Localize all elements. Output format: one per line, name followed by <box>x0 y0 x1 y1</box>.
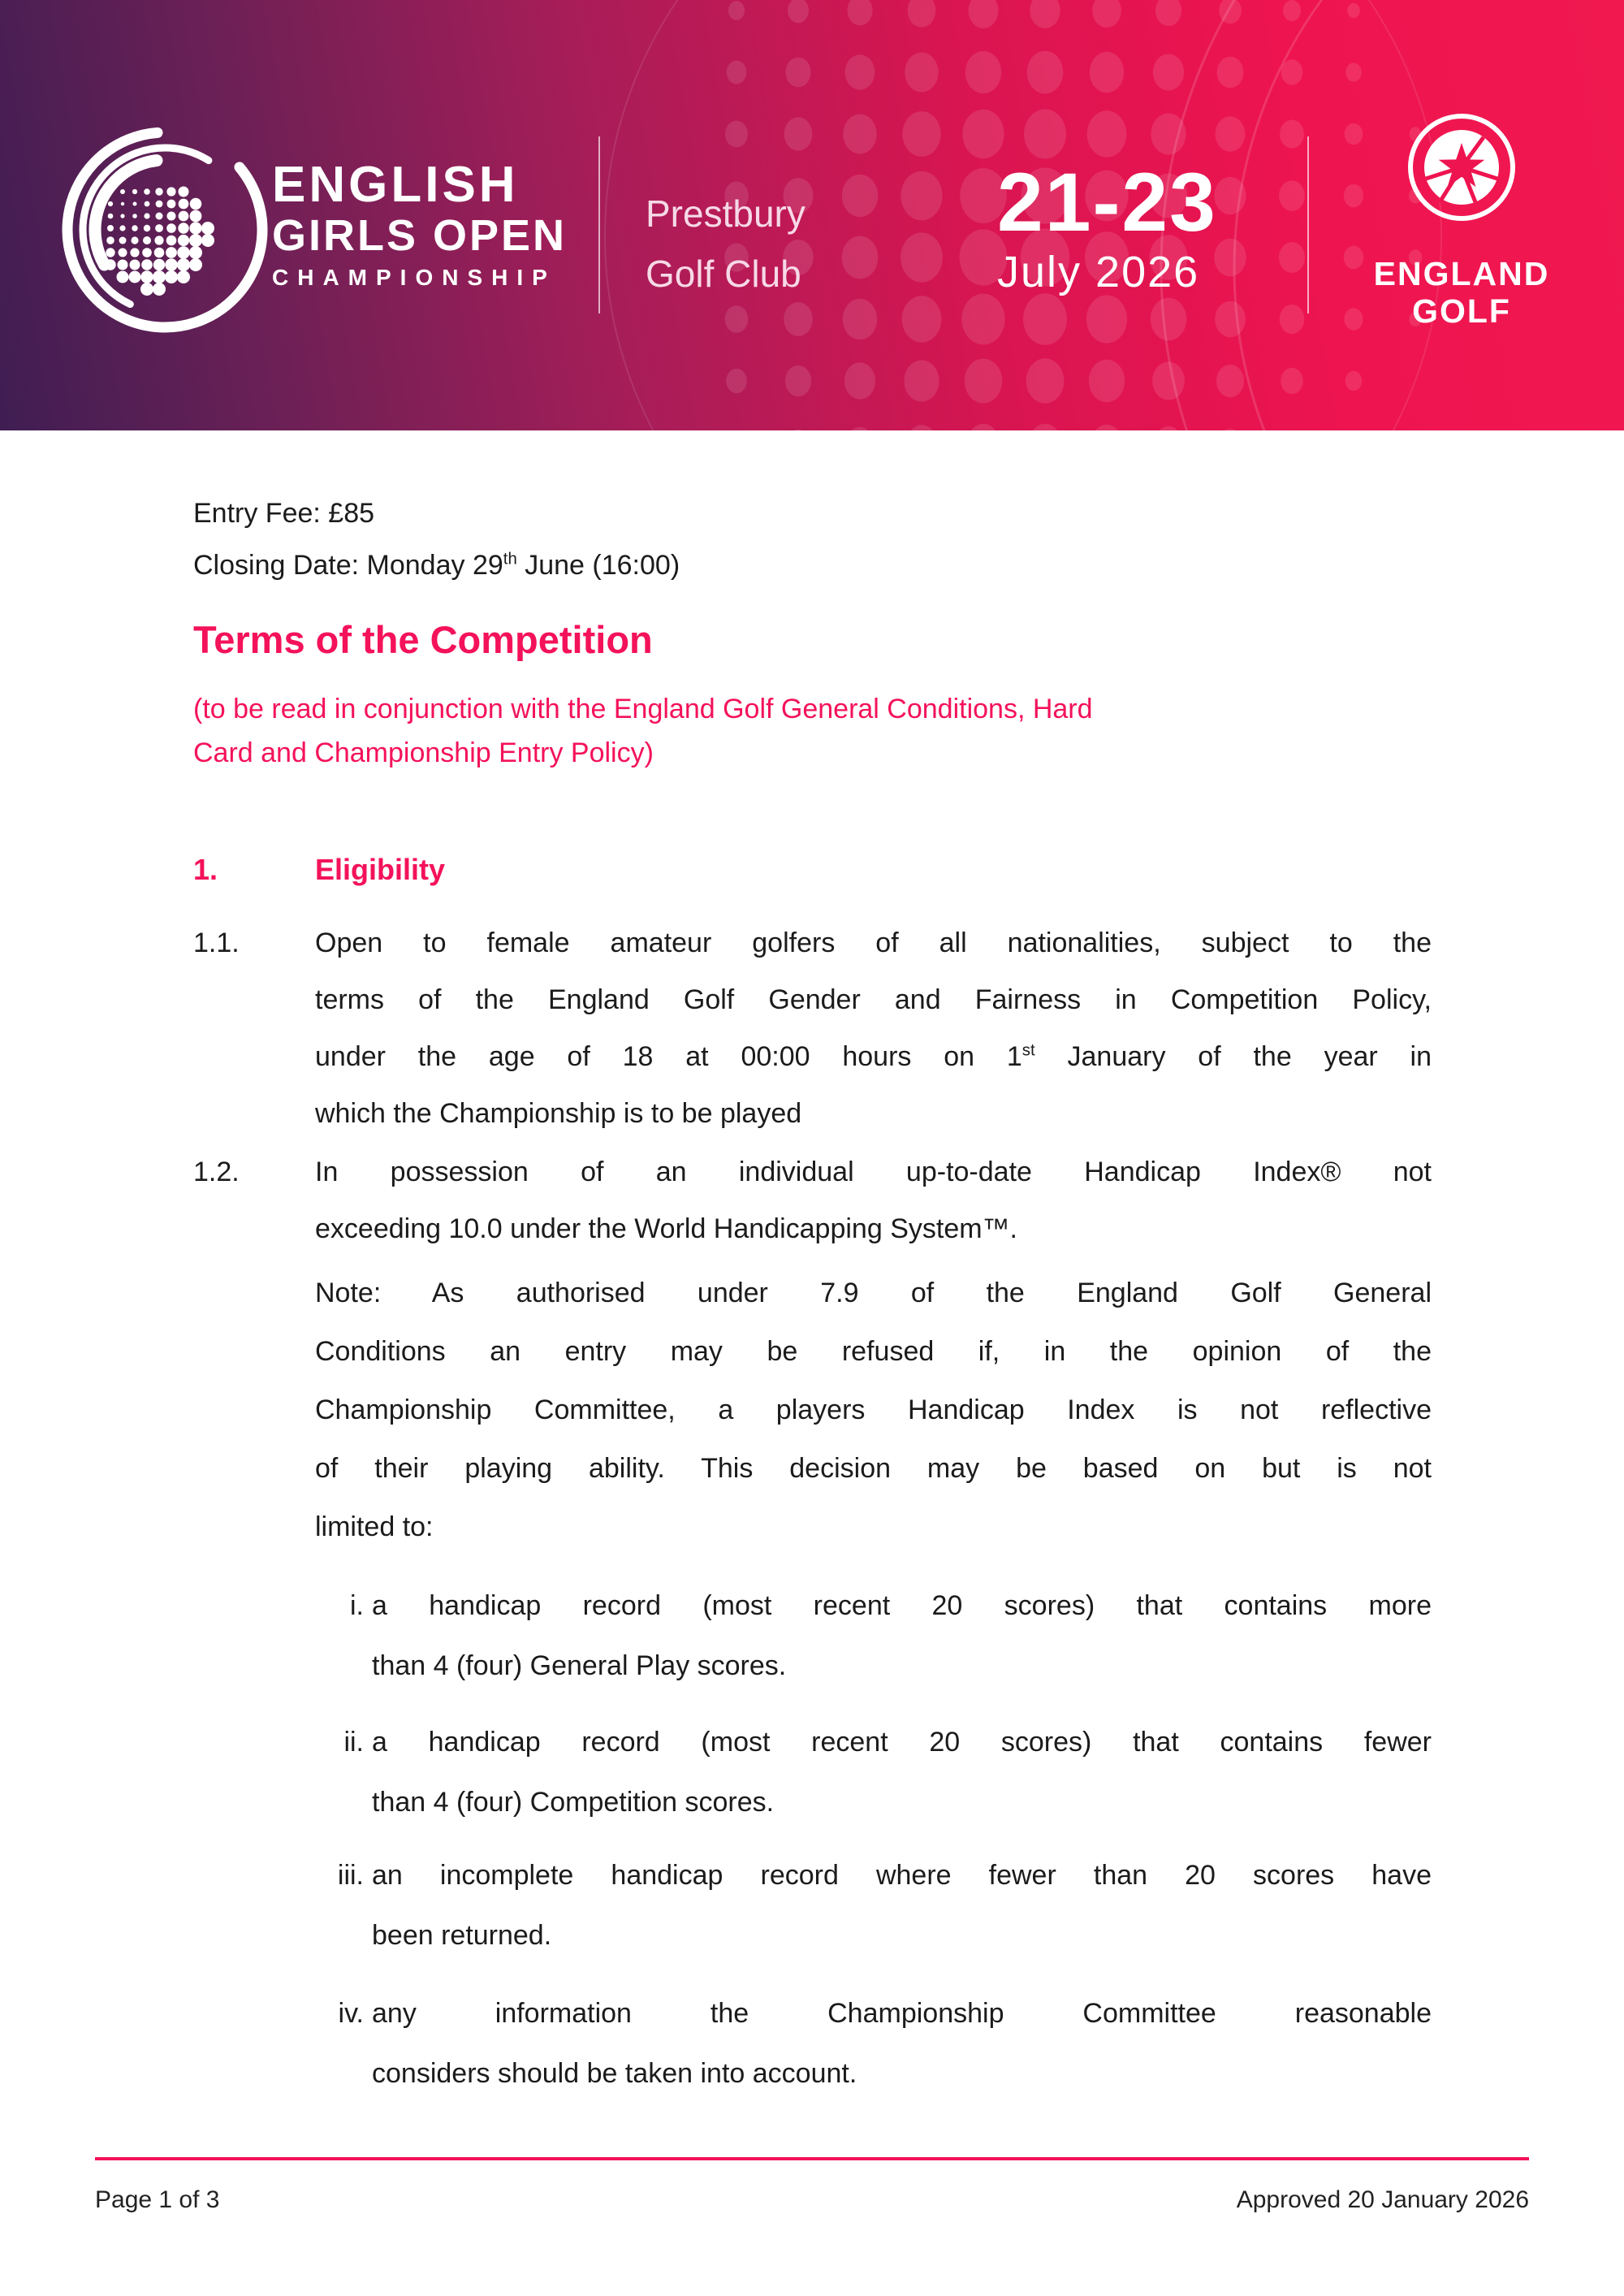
list-marker: iii. <box>337 1860 364 1891</box>
list-item-iii <box>315 1845 1432 1965</box>
list-marker: i. <box>350 1590 364 1621</box>
clause-1-2 <box>193 1144 1432 1257</box>
event-title-line3: CHAMPIONSHIP <box>272 265 556 290</box>
event-date-range: 21-23 <box>997 156 1217 249</box>
list-item-i <box>315 1576 1432 1696</box>
list-item-ii <box>315 1712 1432 1832</box>
england-golf-line2: GOLF <box>1412 292 1511 330</box>
clause-text: In possession of an individual up-to-date Handicap Index® not exceeding 10.0 under the World Handicapping System™. <box>315 1157 1432 1244</box>
england-golf-line1: ENGLAND <box>1373 255 1550 292</box>
event-golf-ball-logo-icon <box>55 120 274 339</box>
header-divider-left <box>598 136 600 313</box>
event-title-line2: GIRLS OPEN <box>272 211 568 260</box>
section-number: 1. <box>193 853 218 886</box>
event-title-line1: ENGLISH <box>272 157 519 213</box>
list-marker: ii. <box>343 1727 364 1758</box>
section-title: Eligibility <box>315 853 446 886</box>
venue-line1: Prestbury <box>646 192 806 235</box>
england-golf-wordmark <box>1368 255 1555 330</box>
clause-text: Open to female amateur golfers of all nationalities, subject to the terms of the England Golf Gender and Fairness in Competition Policy, under the age of 18 at 00:00 hours on 1st January of the year in which the Championship is to be played <box>315 927 1432 1129</box>
venue-name <box>646 184 806 304</box>
list-item-text: a handicap record (most recent 20 scores) that contains fewer than 4 (four) Competition scores. <box>372 1727 1432 1818</box>
clause-number: 1.1. <box>193 927 240 958</box>
footer <box>95 2186 1529 2214</box>
footer-divider <box>95 2157 1529 2160</box>
page-title: Terms of the Competition <box>193 618 653 661</box>
list-item-iv <box>315 1983 1432 2104</box>
list-item-text: any information the Championship Committee reasonable considers should be taken into account. <box>372 1998 1432 2089</box>
header-banner <box>0 0 1624 430</box>
clause-1-1 <box>193 915 1432 1142</box>
header-divider-right <box>1307 136 1309 313</box>
event-title <box>272 159 567 296</box>
list-item-text: a handicap record (most recent 20 scores) that contains more than 4 (four) General Play scores. <box>372 1590 1432 1681</box>
event-date-month-year: July 2026 <box>997 248 1200 296</box>
event-dates <box>997 156 1217 299</box>
entry-details: Entry Fee: £85 Closing Date: Monday 29th June (16:00) <box>193 498 680 581</box>
england-golf-rose-icon <box>1401 104 1522 234</box>
approved-date: Approved 20 January 2026 <box>1236 2186 1529 2213</box>
clause-number: 1.2. <box>193 1157 240 1187</box>
list-marker: iv. <box>338 1998 364 2029</box>
list-item-text: an incomplete handicap record where fewer than 20 scores have been returned. <box>372 1860 1432 1951</box>
clause-note: Note: As authorised under 7.9 of the England Golf General Conditions an entry may be refused if, in the opinion of the Championship Committee, a players Handicap Index is not reflective of their playing ability. This decision may be based on but is not limited to: <box>315 1278 1432 1542</box>
section-heading <box>193 853 1432 887</box>
page-subtitle: (to be read in conjunction with the England Golf General Conditions, Hard Card and Championship Entry Policy) <box>193 694 1093 768</box>
venue-line2: Golf Club <box>646 253 801 295</box>
page-number: Page 1 of 3 <box>95 2186 220 2213</box>
